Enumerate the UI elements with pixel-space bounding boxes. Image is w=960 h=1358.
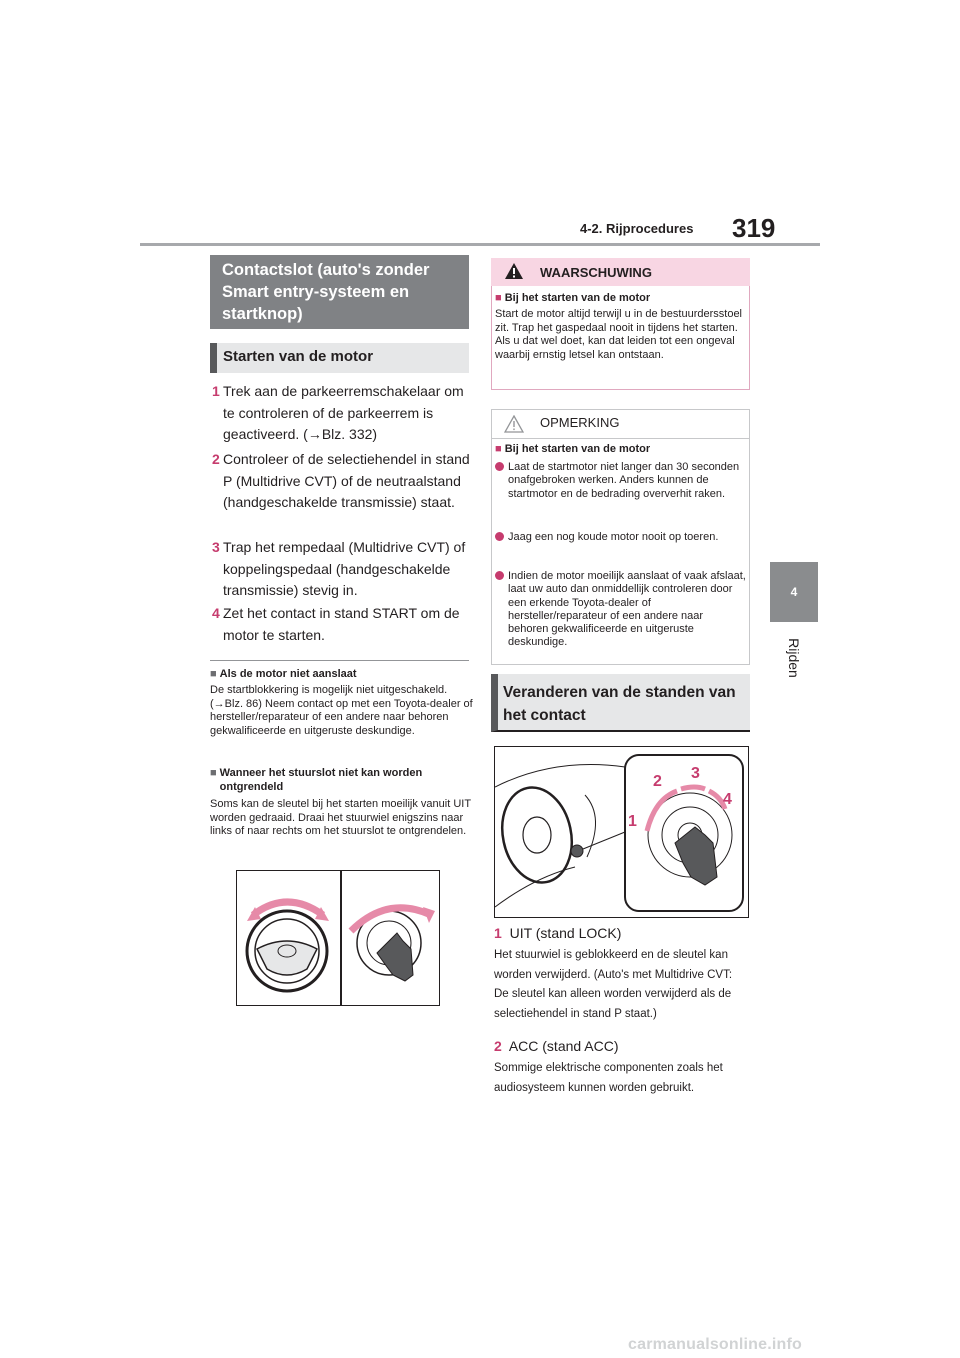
notice-bullet-2 (495, 531, 747, 561)
notice-bullet-1 (495, 461, 747, 516)
subsection-title: Starten van de motor (223, 348, 374, 365)
position-title-text: ACC (stand ACC) (508, 1038, 619, 1054)
bullet-text: Laat de startmotor niet langer dan 30 seconden onafgebroken werken. Anders kunnen de startmotor en de bedrading oververhit raken. (508, 461, 740, 500)
chapter-label-text: Rijden (786, 638, 802, 678)
chapter-tab: 4 (770, 562, 818, 622)
notice-subtitle-text: Bij het starten van de motor (504, 443, 651, 455)
notice-triangle-icon (504, 415, 524, 433)
notice-title: OPMERKING (540, 415, 620, 430)
note-title-2 (210, 766, 472, 794)
position-1-title (494, 925, 621, 941)
position-label-1: 1 (628, 813, 637, 830)
bullet-text: Indien de motor moeilijk aanslaat of vaak afslaat, laat uw auto dan onmiddellijk controleren door een erkende Toyota-dealer of hersteller/reparateur of een andere naar behoren gekwalificeerde en uitgeruste deskundige. (508, 570, 746, 649)
notice-header (492, 410, 749, 439)
section-header: 4-2. Rijprocedures (580, 221, 694, 236)
note-body-1: De startblokkering is mogelijk niet uitgeschakeld. (→Blz. 86) Neem contact op met een Toyota-dealer of hersteller/reparateur of een andere naar behoren gekwalificeerde en uitgeruste deskundige. (210, 684, 473, 737)
position-label-3: 3 (691, 765, 700, 782)
step-text: Zet het contact in stand START om de motor te starten. (223, 605, 460, 643)
divider (210, 660, 469, 661)
warning-subtitle-text: Bij het starten van de motor (504, 292, 651, 304)
header-divider (140, 243, 820, 246)
position-number: 1 (494, 925, 502, 941)
step-text: Trap het rempedaal (Multidrive CVT) of koppelingspedaal (handgeschakelde transmissie) stevig in. (223, 539, 466, 598)
position-2-body: Sommige elektrische componenten zoals het audiosysteem kunnen worden gebruikt. (494, 1062, 723, 1094)
bullet-dot-icon (495, 571, 504, 580)
subsection-title-2: Veranderen van de standen van het contact (503, 684, 736, 724)
warning-body: Start de motor altijd terwijl u in de bestuurdersstoel zit. Trap het gaspedaal nooit in tijdens het starten. Als u dat wel doet, kan dat leiden tot een ongeval waarbij ernstig letsel kan ontstaan. (495, 308, 743, 361)
notice-bullet-3 (495, 570, 747, 660)
position-label-4: 4 (723, 791, 732, 808)
step-text: Controleer of de selectiehendel in stand P (Multidrive CVT) of de neutraalstand (handgeschakelde transmissie) staat. (223, 451, 470, 510)
position-number: 2 (494, 1038, 502, 1054)
note-title-1 (210, 667, 472, 681)
position-title-text: UIT (stand LOCK) (509, 925, 622, 941)
note-title-text: Als de motor niet aanslaat (219, 668, 357, 680)
warning-subtitle (495, 292, 650, 304)
warning-triangle-icon (504, 262, 524, 280)
section-title: Contactslot (auto's zonder Smart entry-systeem en startknop) (222, 261, 430, 323)
step-number: 3 (212, 539, 220, 555)
step-number: 4 (212, 605, 220, 621)
steering-wheel-key-icon (237, 871, 439, 1005)
watermark: carmanualsonline.info (628, 1336, 803, 1353)
step-number: 1 (212, 383, 220, 399)
dashboard-ignition-icon (495, 747, 748, 917)
warning-title: WAARSCHUWING (540, 265, 652, 280)
bullet-text: Jaag een nog koude motor nooit op toeren. (508, 531, 719, 543)
position-label-2: 2 (653, 773, 662, 790)
page-number: 319 (732, 213, 776, 243)
step-3 (212, 537, 472, 603)
note-body-2: Soms kan de sleutel bij het starten moeilijk vanuit UIT worden gedraaid. Draai het stuurwiel enigszins naar links of naar rechts om het stuurslot te ontgrendelen. (210, 798, 471, 837)
step-text: Trek aan de parkeerremschakelaar om te controleren of de parkeerrem is geactiveerd. (→Blz. 332) (223, 383, 464, 442)
position-2-title (494, 1038, 619, 1054)
square-bullet-icon: ■ (495, 443, 505, 455)
steering-lock-illustration (236, 870, 440, 1006)
step-1 (212, 381, 472, 447)
note-title-text: Wanneer het stuurslot niet kan worden ontgrendeld (219, 767, 423, 793)
position-1-body: Het stuurwiel is geblokkeerd en de sleutel kan worden verwijderd. (Auto's met Multidrive CVT: De sleutel kan alleen worden verwijderd als de selectiehendel in stand P staat.) (494, 949, 733, 1020)
step-4 (212, 603, 472, 647)
bullet-dot-icon (495, 462, 504, 471)
step-2 (212, 449, 472, 535)
square-bullet-icon: ■ (210, 767, 217, 779)
chapter-label (770, 628, 818, 688)
square-bullet-icon: ■ (495, 292, 505, 304)
bullet-dot-icon (495, 532, 504, 541)
ignition-positions-illustration (494, 746, 749, 918)
square-bullet-icon: ■ (210, 668, 217, 680)
notice-subtitle (495, 443, 650, 455)
step-number: 2 (212, 451, 220, 467)
